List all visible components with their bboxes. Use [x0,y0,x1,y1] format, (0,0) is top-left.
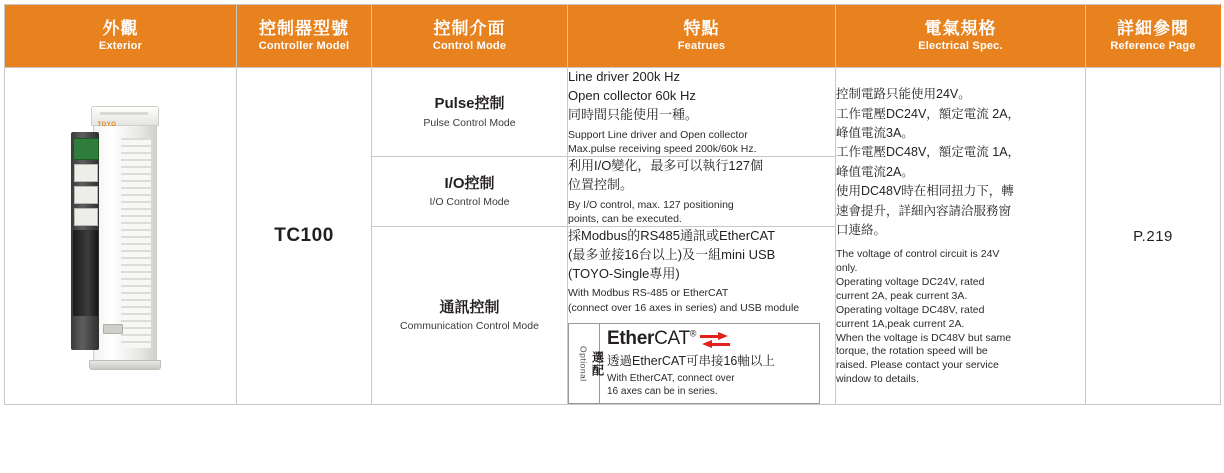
feature-comm-zh-2: (最多並接16台以上)及一組mini USB [568,246,776,262]
features-cell-communication [568,226,836,404]
control-mode-cell-io [372,156,568,226]
table-header-row [5,5,1221,68]
controller-spec-table [4,4,1221,405]
electrical-en-1: The voltage of control circuit is 24V [836,248,1000,261]
feature-comm-en-2: (connect over 16 axes in series) and USB module [568,301,800,314]
optional-tab-en: Optional [578,345,589,382]
servo-driver-icon: TOYO CN1 CN2 CN3 CN4 [63,102,179,370]
header-exterior-en: Exterior [98,40,143,53]
header-control-mode-zh: 控制介面 [433,19,506,39]
mode-io-zh: I/O控制 [444,174,495,192]
feature-io-zh-2: 位置控制。 [568,176,634,192]
header-exterior [5,5,237,68]
feature-comm-en-1: With Modbus RS-485 or EtherCAT [568,287,729,300]
electrical-en-5: Operating voltage DC48V, rated [836,303,985,316]
header-features-en: Featrues [677,40,726,53]
ethercat-logo [607,328,813,350]
feature-pulse-zh-3: 同時間只能使用一種。 [568,106,699,122]
optional-body [600,324,819,404]
electrical-zh-7: 速會提升，詳細內容請洽服務窗 [836,203,1012,218]
header-controller-model-en: Controller Model [258,40,350,53]
features-cell-io [568,156,836,226]
ethercat-wordmark [607,328,696,350]
ethercat-light: CAT [654,327,690,349]
header-features [568,5,836,68]
feature-pulse-zh-1: Line driver 200k Hz [568,69,680,84]
header-reference-page-en: Reference Page [1110,40,1196,53]
feature-io-zh-1: 利用I/O變化，最多可以執行127個 [568,157,764,173]
controller-model-cell: TC100 [237,68,372,405]
exterior-image-cell [5,68,237,405]
optional-description-en-1: With EtherCAT, connect over [607,373,735,385]
electrical-zh-3: 峰值電流3A。 [836,126,914,141]
feature-io-en-2: points, can be executed. [568,212,682,225]
electrical-en-3: Operating voltage DC24V, rated [836,276,985,289]
electrical-en-6: current 1A,peak current 2A. [836,317,965,330]
ethercat-bold: Ether [607,327,655,349]
feature-comm-zh-3: (TOYO-Single專用) [568,265,680,281]
control-mode-cell-communication [372,226,568,404]
electrical-en-2: only. [836,262,858,275]
electrical-zh-6: 使用DC48V時在相同扭力下，轉 [836,184,1014,199]
reference-page-cell: P.219 [1086,68,1221,405]
optional-ethercat-box [568,323,820,405]
optional-description-en-2: 16 axes can be in series. [607,386,718,398]
feature-io-en-1: By I/O control, max. 127 positioning [568,198,734,211]
optional-description-zh: 透過EtherCAT可串接16軸以上 [607,353,775,368]
header-control-mode-en: Control Mode [432,40,507,53]
header-control-mode [372,5,568,68]
header-electrical-spec-en: Electrical Spec. [918,40,1003,53]
electrical-zh-1: 控制電路只能使用24V。 [836,87,971,102]
electrical-spec-cell [836,68,1086,405]
header-electrical-spec [836,5,1086,68]
electrical-zh-8: 口連絡。 [836,222,887,237]
feature-pulse-en-2: Max.pulse receiving speed 200k/60k Hz. [568,142,757,155]
spec-table-sheet [0,4,1224,473]
header-electrical-spec-zh: 電氣規格 [924,19,997,39]
electrical-zh-2: 工作電壓DC24V，額定電流 2A， [836,106,1021,121]
electrical-en-9: raised. Please contact your service [836,359,999,372]
optional-tab [569,324,605,404]
mode-pulse-en: Pulse Control Mode [423,116,516,129]
ethercat-arrows-icon [700,331,730,347]
ethercat-reg: ® [689,328,697,339]
feature-pulse-en-1: Support Line driver and Open collector [568,128,748,141]
electrical-en-4: current 2A, peak current 3A. [836,289,968,302]
electrical-en-8: torque, the rotation speed will be [836,345,988,358]
header-controller-model-zh: 控制器型號 [259,19,349,39]
optional-tab-zh: 選配 [590,350,605,377]
header-controller-model [237,5,372,68]
electrical-en-7: When the voltage is DC48V but same [836,331,1012,344]
header-reference-page [1086,5,1221,68]
header-exterior-zh: 外觀 [102,19,139,39]
mode-io-en: I/O Control Mode [429,196,510,209]
feature-pulse-zh-2: Open collector 60k Hz [568,87,696,103]
mode-communication-en: Communication Control Mode [400,320,539,333]
mode-communication-zh: 通訊控制 [439,298,500,316]
control-mode-cell-pulse [372,68,568,157]
table-row [5,68,1221,157]
electrical-en-10: window to details. [836,373,919,386]
features-cell-pulse [568,68,836,157]
header-features-zh: 特點 [683,19,720,39]
electrical-zh-4: 工作電壓DC48V，額定電流 1A， [836,145,1021,160]
header-reference-page-zh: 詳細參閱 [1117,19,1189,39]
mode-pulse-zh: Pulse控制 [434,95,505,113]
feature-comm-zh-1: 採Modbus的RS485通訊或EtherCAT [568,227,776,243]
electrical-zh-5: 峰值電流2A。 [836,164,914,179]
